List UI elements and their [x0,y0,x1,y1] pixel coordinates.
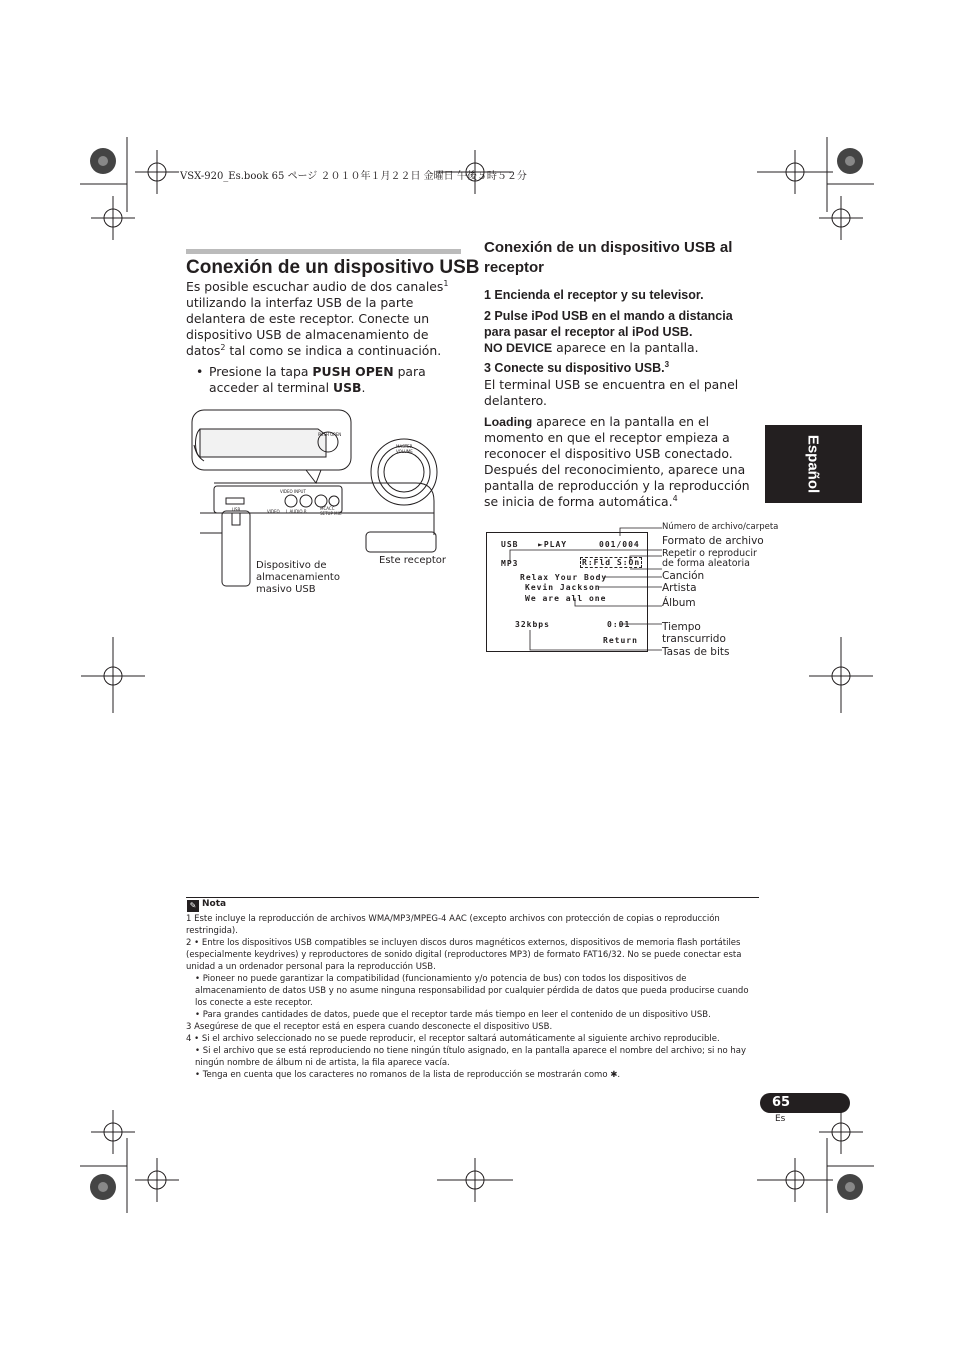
step-3: 3 Conecte su dispositivo USB.$^3$ [484,359,670,375]
note-4b: • Si el archivo que se está reproduciendo no tiene ningún título asignado, en la pantalla aparece el nombre del archivo; si no hay ningún nombre de álbum ni de artista, la fila aparece vacía. [195,1046,747,1068]
display-play: ►PLAY [538,540,568,549]
print-header: VSX-920_Es.book 65 ページ ２０１０年１月２２日 金曜日 午後５時５２分 [180,171,527,182]
panel-push-open-label: PUSH OPEN [318,432,342,437]
display-track-count: 001/004 [599,540,640,549]
note-4c: • Tenga en cuenta que los caracteres no romanos de la lista de reproducción se mostrarán como ✱. [195,1070,621,1080]
notes-rule [186,897,759,898]
panel-mcacc-label: MCACC SETUP MIC [320,506,342,516]
label-receiver: Este receptor [379,555,446,566]
label-bitrate: Tasas de bits [662,646,730,658]
label-album: Álbum [662,597,696,609]
display-bitrate: 32kbps [515,620,550,629]
display-return: Return [603,636,638,645]
step-1: 1 Encienda el receptor y su televisor. [484,288,704,302]
label-file-folder: Número de archivo/carpeta [662,522,779,532]
notes-heading: Nota [202,899,227,909]
note-2a: 2 • Entre los dispositivos USB compatibles se incluyen discos duros magnéticos externos, dispositivos de memoria flash portátiles (especialmente keydrives) y reproductores de sonido digital (reproductores MP3) de formato FAT16/32. No se puede conectar esta unidad a un ordenador personal para la reproducción USB. [186,938,742,972]
note-3: 3 Asegúrese de que el receptor está en espera cuando desconecte el dispositivo USB. [186,1022,553,1032]
panel-usb-label: USB [232,507,241,512]
label-usb-device: Dispositivo de almacenamiento masivo USB [256,560,340,595]
display-time: 0:01 [607,620,631,629]
panel-audio-label: L AUDIO R [286,509,307,514]
note-icon: ✎ [187,900,199,912]
panel-master-volume-label: MASTER VOLUME [396,444,413,454]
language-code: Es [775,1114,786,1124]
panel-video-label: VIDEO [267,509,280,514]
label-format: Formato de archivo [662,535,764,547]
section-rule [186,249,461,254]
step-3-text: El terminal USB se encuentra en el panel delantero. [484,377,739,408]
intro-paragraph: Es posible escuchar audio de dos canales$^1$ utilizando la interfaz USB de la parte delantera de este receptor. Conecte un dispositivo USB de almacenamiento de datos$^2$ tal como se indica a continuación. [186,278,449,358]
step-2: 2 Pulse iPod USB en el mando a distancia para pasar el receptor al iPod USB. [484,309,733,339]
label-elapsed: Tiempo transcurrido [662,621,726,645]
note-1: 1 Este incluye la reproducción de archivos WMA/MP3/MPEG-4 AAC (excepto archivos con protección de copias o reproducción restringida). [186,914,720,936]
bullet-push-open: • Presione la tapa PUSH OPEN para acceder al terminal USB. [196,364,426,395]
display-artist: Kevin Jackson [525,583,601,592]
display-album: We are all one [525,594,607,603]
display-callout-lines [480,520,670,660]
loading-paragraph: Loading aparece en la pantalla en el momento en que el receptor empieza a reconocer el dispositivo USB conectado. Después del reconocimiento, aparece una pantalla de reproducción y la reproducción se inicia de forma automática.$^4$ [484,414,750,509]
note-2b: • Pioneer no puede garantizar la compatibilidad (funcionamiento y/o potencia de bus) con todos los dispositivos de almacenamiento de datos USB y no asume ninguna responsabilidad por cualquier pérdida de datos que pueda producirse cuando los conecte a este receptor. [195,974,749,1008]
note-4a: 4 • Si el archivo seleccionado no se puede reproducir, el receptor saltará automáticamente al siguiente archivo reproducible. [186,1034,720,1044]
display-repeat: R:Fld S:On [582,558,641,567]
page-title: Conexión de un dispositivo USB [186,257,480,278]
section-title: Conexión de un dispositivo USB al receptor [484,239,733,276]
no-device-text: NO DEVICE aparece en la pantalla. [484,340,699,355]
note-2c: • Para grandes cantidades de datos, puede que el receptor tarde más tiempo en leer el contenido de un dispositivo USB. [195,1010,711,1020]
language-tab: Español [765,425,862,503]
display-format: MP3 [501,559,519,568]
label-repeat: Repetir o reproducir de forma aleatoria [662,548,757,569]
display-song: Relax Your Body [520,573,608,582]
display-usb: USB [501,540,519,549]
label-song: Canción [662,570,705,582]
label-artist: Artista [662,582,697,594]
panel-video-input-label: VIDEO INPUT [280,489,306,494]
page-number-badge: 65 [760,1093,850,1113]
